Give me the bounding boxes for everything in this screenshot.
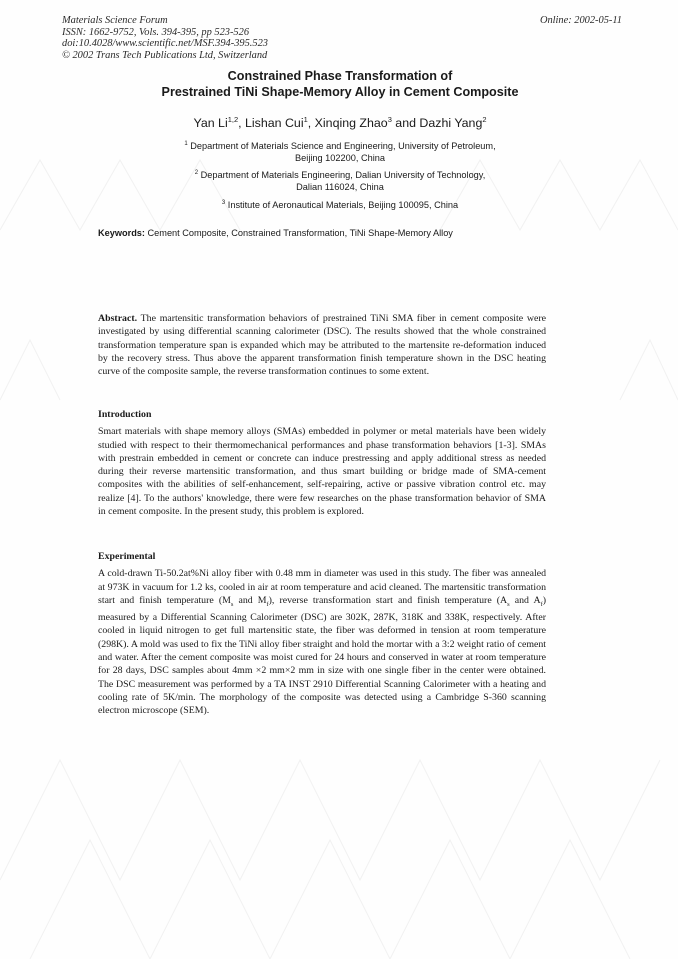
issn-line: ISSN: 1662-9752, Vols. 394-395, pp 523-526 xyxy=(62,26,250,38)
introduction-section xyxy=(98,408,546,518)
text-run: ) measured by a Differential Scanning Calorimeter (DSC) are 302K, 287K, 318K and 338K, respectively. After cooled in liquid nitrogen to get full martensitic state, the fiber was deformed in tension at room temperature (298K). A mold was used to fix the TiNi alloy fiber straight and hold the mortar with a 3:2 weight ratio of cement and water. After the cement composite was moist cured for 24 hours and conserved in water at room temperature for 28 days, DSC samples about 4mm ×2 mm×2 mm in size with one single fiber in the center were obtained. The DSC measurement was performed by a TA INST 2910 Differential Scanning Calorimeter with a heating and cooling rate of 5K/min. The morphology of the composite was detected using a Cambridge S-360 scanning electron microscope (SEM). xyxy=(98,594,547,717)
text-run: and A xyxy=(509,594,541,606)
affiliation-3 xyxy=(60,198,620,212)
affiliation-1 xyxy=(60,139,620,164)
affiliation-2 xyxy=(60,168,620,193)
author-name: Lishan Cui xyxy=(245,116,304,131)
affiliation-line: Department of Materials Engineering, Dalian University of Technology, xyxy=(200,170,486,181)
abstract-label: Abstract. xyxy=(98,313,138,324)
online-date: Online: 2002-05-11 xyxy=(539,15,622,26)
journal-name: Materials Science Forum xyxy=(62,15,168,26)
title-line-2: Prestrained TiNi Shape-Memory Alloy in Cement Composite xyxy=(161,84,519,99)
keywords xyxy=(98,228,598,238)
affiliation-line: Beijing 102200, China xyxy=(295,152,385,163)
doi-line[interactable]: doi:10.4028/www.scientific.net/MSF.394-395.523 xyxy=(62,38,268,50)
experimental-paragraph xyxy=(98,567,546,717)
subscript: s xyxy=(507,600,510,608)
section-heading: Introduction xyxy=(98,409,152,420)
author-list xyxy=(60,115,620,130)
author-affil-marker: 3 xyxy=(387,115,392,124)
subscript: f xyxy=(540,600,543,608)
author-separator: , xyxy=(238,116,246,131)
copyright-line: © 2002 Trans Tech Publications Ltd, Switzerland xyxy=(62,49,268,61)
affiliation-list xyxy=(60,139,620,215)
author-affil-marker: 2 xyxy=(482,115,487,124)
author-name: Xinqing Zhao xyxy=(314,116,388,131)
abstract-text: The martensitic transformation behaviors of prestrained TiNi SMA fiber in cement composite were investigated by using differential scanning calorimeter (DSC). The results showed that the whole constrained transformation temperature span is expanded which may be attributed to the martensite re-deformation induced by the recovery stress. Thus above the apparent transformation finish temperature shown in the DSC heating curve of the composite sample, the reverse transformation continues to some extent. xyxy=(98,313,546,378)
affiliation-line: Dalian 116024, China xyxy=(296,181,384,192)
keywords-text: Cement Composite, Constrained Transformation, TiNi Shape-Memory Alloy xyxy=(147,228,453,238)
text-run: A cold-drawn Ti-50.2at%Ni alloy fiber with 0.48 mm in diameter was used in this study. The fiber was annealed at 973K in vacuum for 1.2 ks, cooled in air at room temperature and acid cleaned. The martensitic transformation start and finish temperature (M xyxy=(98,568,546,606)
abstract-section xyxy=(98,312,546,378)
experimental-section xyxy=(98,550,546,718)
affiliation-number: 2 xyxy=(194,170,199,177)
affiliation-line: Department of Materials Science and Engineering, University of Petroleum, xyxy=(190,141,496,152)
journal-header xyxy=(62,15,622,61)
affiliation-number: 1 xyxy=(184,141,188,147)
subscript: s xyxy=(230,600,234,608)
section-heading: Experimental xyxy=(98,551,156,562)
author-separator: and xyxy=(391,116,420,131)
author-separator: , xyxy=(307,116,315,131)
author-affil-marker: 1 xyxy=(303,115,308,124)
affiliation-number: 3 xyxy=(221,199,226,206)
paper-title xyxy=(60,69,620,100)
title-line-1: Constrained Phase Transformation of xyxy=(227,69,453,83)
subscript: f xyxy=(266,600,269,608)
text-run: ), reverse transformation start and finish temperature (A xyxy=(268,594,508,606)
text-run: and M xyxy=(233,594,267,606)
author-name: Yan Li xyxy=(193,116,228,131)
keywords-label: Keywords: xyxy=(98,228,145,238)
author-name: Dazhi Yang xyxy=(419,116,483,131)
author-affil-marker: 1,2 xyxy=(227,115,239,124)
affiliation-line: Institute of Aeronautical Materials, Beijing 100095, China xyxy=(227,199,459,210)
introduction-paragraph: Smart materials with shape memory alloys (SMAs) embedded in polymer or metal materials have been widely studied with respect to their thermomechanical performances and phase transformation behaviors [1-3]. SMAs with prestrain embedded in cement or concrete can induce prestressing and apply additional stress as needed during their reverse martensitic transformation, and thus smart building or bridge made of SMA-cement composites with the abilities of self-enhancement, self-repairing, active or passive vibration control etc. may realize [4]. To the authors' knowledge, there were few researches on the phase transformation behavior of SMA in cement composite. In the present study, this problem is explored. xyxy=(98,426,546,518)
